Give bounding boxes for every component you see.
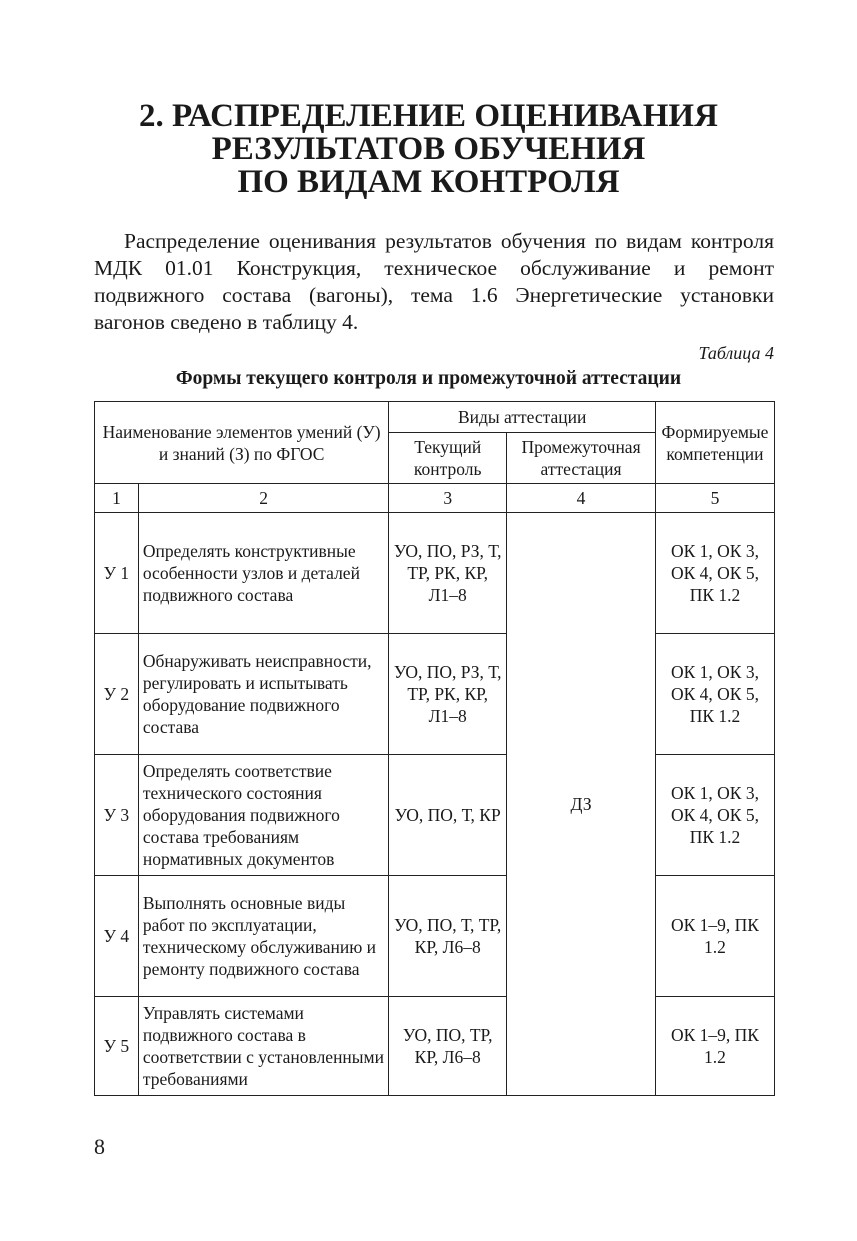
header-current: Текущий контроль xyxy=(389,433,507,484)
row-current-control: УО, ПО, ТР, КР, Л6–8 xyxy=(389,997,507,1096)
row-competencies: ОК 1, ОК 3, ОК 4, ОК 5, ПК 1.2 xyxy=(655,634,774,755)
row-competencies: ОК 1, ОК 3, ОК 4, ОК 5, ПК 1.2 xyxy=(655,755,774,876)
column-number: 3 xyxy=(389,484,507,513)
header-row xyxy=(95,402,775,433)
title-line: ПО ВИДАМ КОНТРОЛЯ xyxy=(237,164,620,200)
interim-attestation-value: ДЗ xyxy=(507,513,656,1096)
table-caption: Таблица 4 xyxy=(698,343,774,363)
table-row xyxy=(95,876,775,997)
column-number: 2 xyxy=(138,484,388,513)
row-current-control: УО, ПО, Т, КР xyxy=(389,755,507,876)
row-current-control: УО, ПО, РЗ, Т, ТР, РК, КР, Л1–8 xyxy=(389,513,507,634)
row-skill: Определять соответствие технического состояния оборудования подвижного состава требованиям нормативных документов xyxy=(138,755,388,876)
table-row xyxy=(95,513,775,634)
row-code: У 4 xyxy=(95,876,139,997)
intro-text: Распределение оценивания результатов обучения по видам контроля МДК 01.01 Конструкция, техническое обслуживание и ремонт подвижного состава (вагоны), тема 1.6 Энергетические установки вагонов сведено в таблицу 4. xyxy=(94,229,774,334)
intro-paragraph xyxy=(94,228,774,336)
row-current-control: УО, ПО, Т, ТР, КР, Л6–8 xyxy=(389,876,507,997)
table-row xyxy=(95,997,775,1096)
header-interim: Промежуточная аттестация xyxy=(507,433,656,484)
header-elements: Наименование элементов умений (У) и знаний (З) по ФГОС xyxy=(95,402,389,484)
assessment-table xyxy=(94,401,775,1096)
row-competencies: ОК 1, ОК 3, ОК 4, ОК 5, ПК 1.2 xyxy=(655,513,774,634)
header-attestation: Виды аттестации xyxy=(389,402,656,433)
row-code: У 1 xyxy=(95,513,139,634)
row-code: У 2 xyxy=(95,634,139,755)
page-title xyxy=(0,100,857,199)
title-line: РЕЗУЛЬТАТОВ ОБУЧЕНИЯ xyxy=(211,131,646,167)
column-number: 5 xyxy=(655,484,774,513)
table-title: Формы текущего контроля и промежуточной аттестации xyxy=(175,368,682,389)
row-skill: Определять конструктивные особенности узлов и деталей подвижного состава xyxy=(138,513,388,634)
column-number-row xyxy=(95,484,775,513)
row-current-control: УО, ПО, РЗ, Т, ТР, РК, КР, Л1–8 xyxy=(389,634,507,755)
row-competencies: ОК 1–9, ПК 1.2 xyxy=(655,997,774,1096)
row-code: У 5 xyxy=(95,997,139,1096)
row-competencies: ОК 1–9, ПК 1.2 xyxy=(655,876,774,997)
page-number: 8 xyxy=(94,1134,105,1159)
row-code: У 3 xyxy=(95,755,139,876)
row-skill: Обнаруживать неисправности, регулировать и испытывать оборудование подвижного состава xyxy=(138,634,388,755)
column-number: 1 xyxy=(95,484,139,513)
title-line: 2. РАСПРЕДЕЛЕНИЕ ОЦЕНИВАНИЯ xyxy=(139,98,718,134)
table-row xyxy=(95,634,775,755)
header-competencies: Формируемые компетенции xyxy=(655,402,774,484)
row-skill: Управлять системами подвижного состава в соответствии с установленными требованиями xyxy=(138,997,388,1096)
table-row xyxy=(95,755,775,876)
row-skill: Выполнять основные виды работ по эксплуатации, техническому обслуживанию и ремонту подвижного состава xyxy=(138,876,388,997)
column-number: 4 xyxy=(507,484,656,513)
